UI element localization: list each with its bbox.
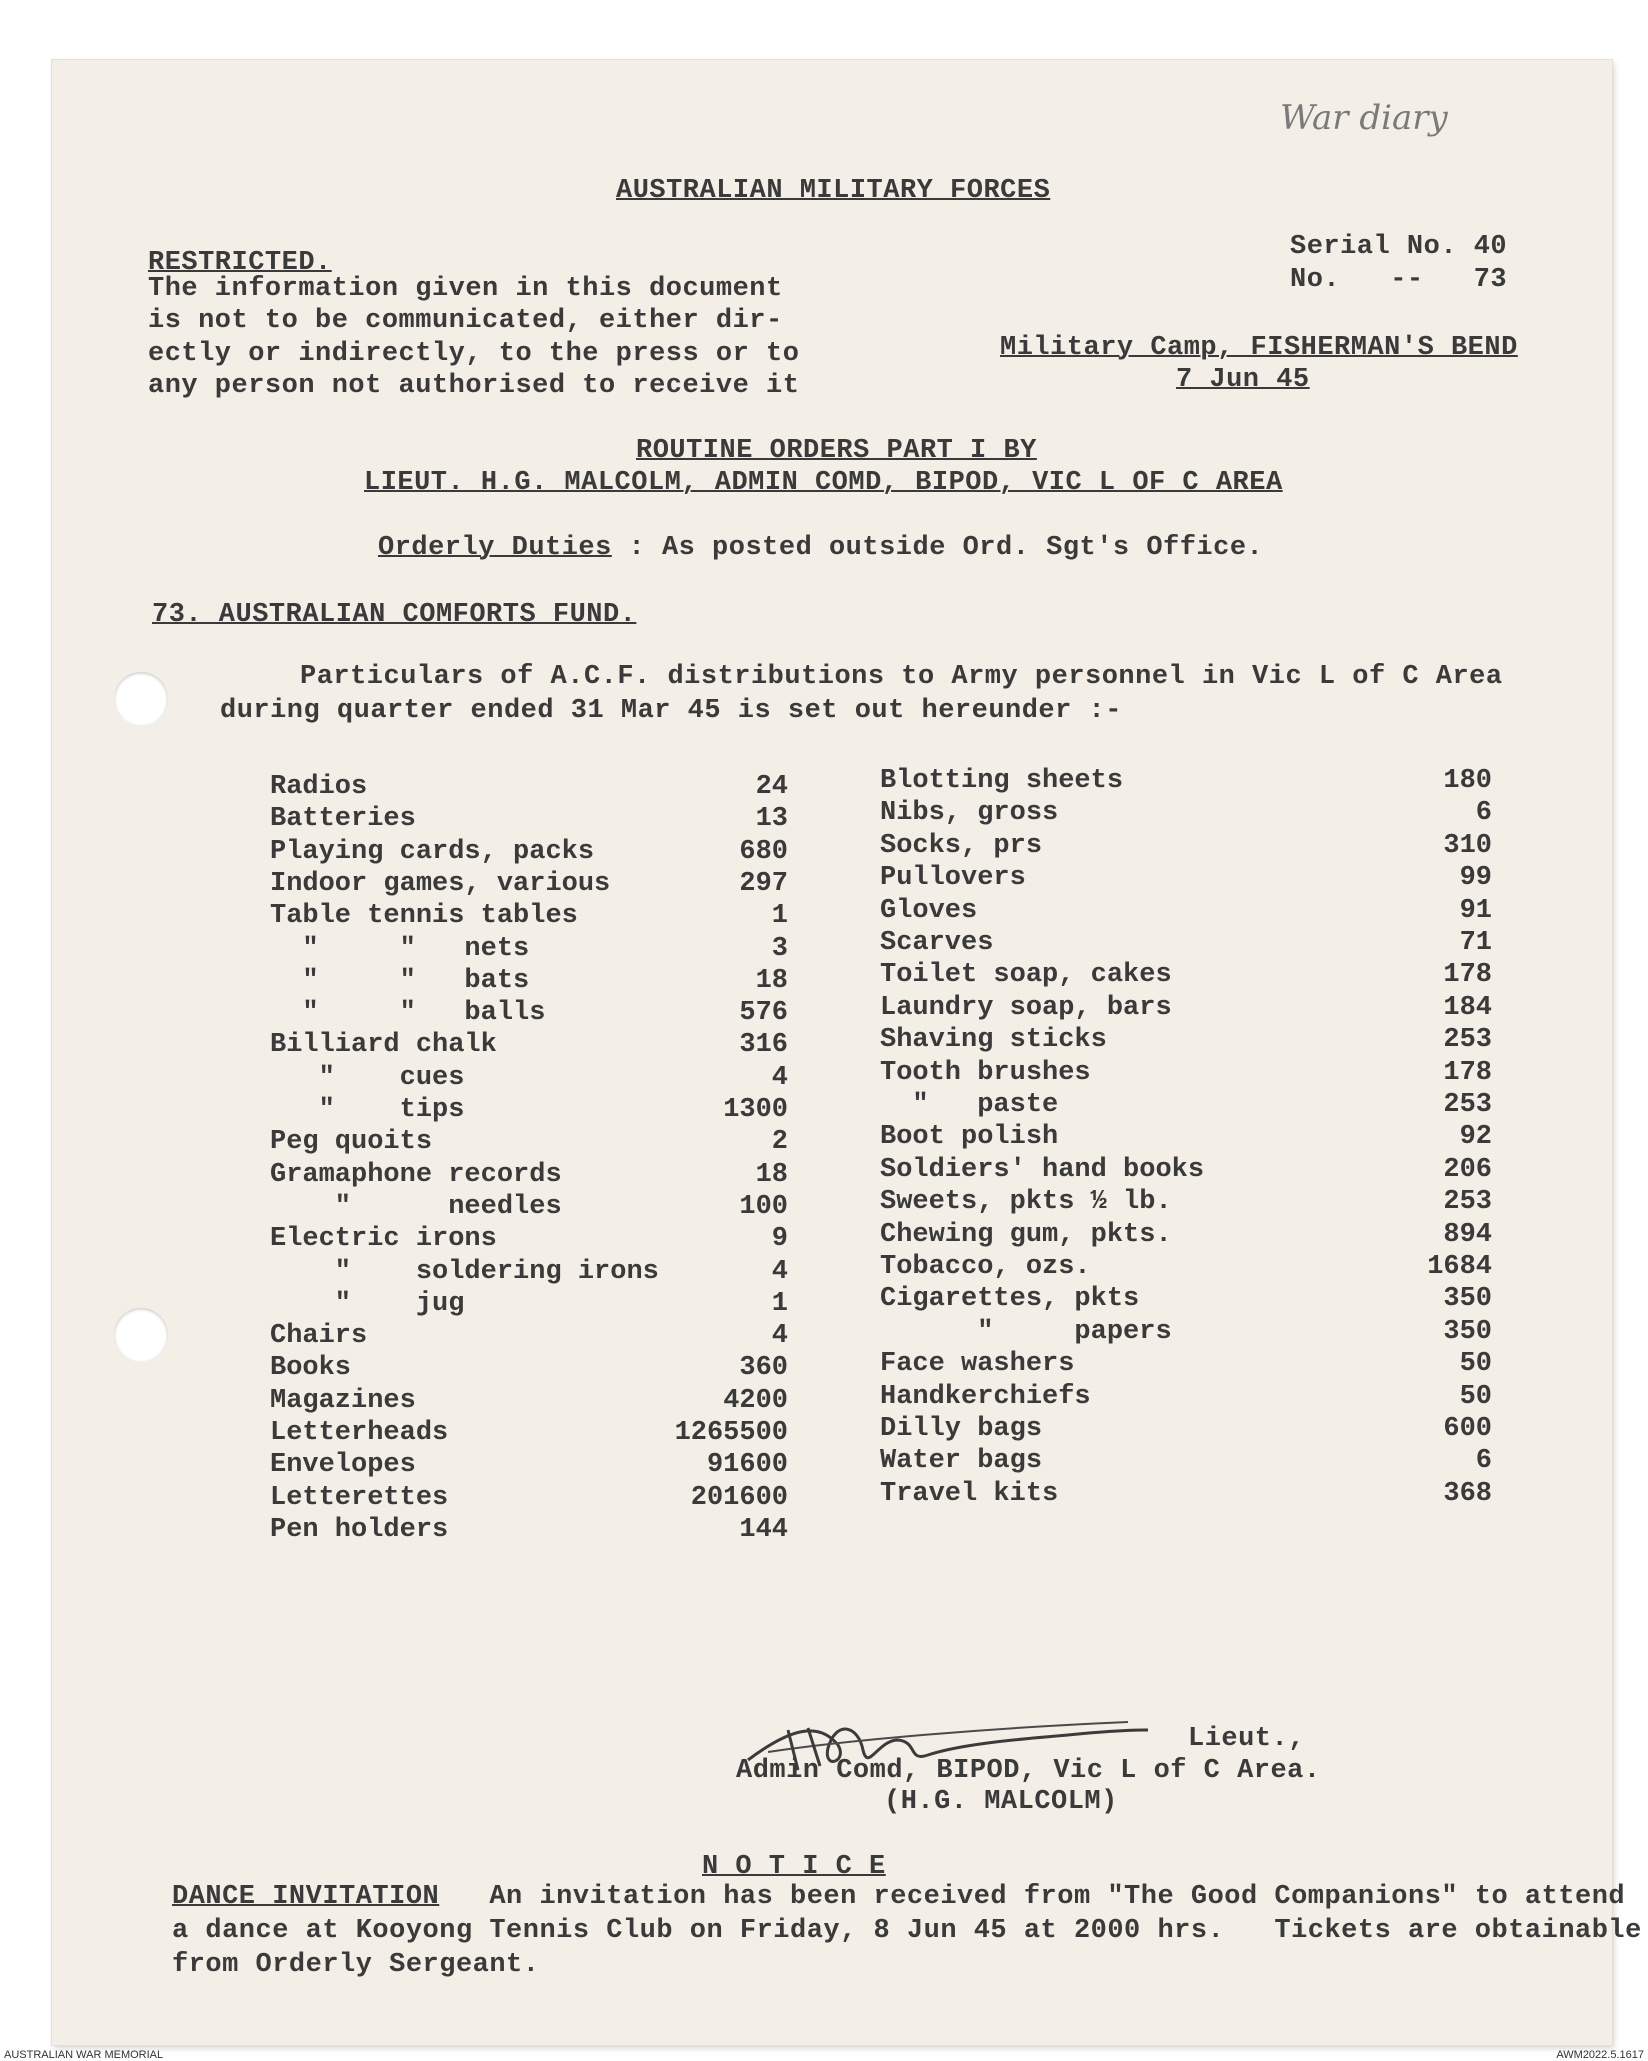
item-quantity: 91 [1459, 895, 1492, 926]
item-label: Socks, prs [880, 830, 1043, 861]
item-quantity: 4 [771, 1321, 788, 1352]
item-quantity: 1265500 [674, 1418, 788, 1448]
item-quantity: 91600 [706, 1450, 788, 1481]
item-quantity: 18 [755, 965, 788, 996]
section-heading: 73. AUSTRALIAN COMFORTS FUND. [152, 600, 637, 630]
notice-line: a dance at Kooyong Tennis Club on Friday, 8 Jun 45 at 2000 hrs. Tickets are obtainable [172, 1916, 1642, 1946]
item-quantity: 13 [755, 804, 788, 835]
location: Military Camp, FISHERMAN'S BEND [1000, 333, 1518, 363]
item-label: " soldering irons [270, 1256, 659, 1287]
item-quantity: 178 [1443, 960, 1492, 991]
signature-appointment: Admin Comd, BIPOD, Vic L of C Area. [736, 1756, 1321, 1786]
item-quantity: 180 [1443, 766, 1492, 796]
item-label: Laundry soap, bars [880, 992, 1172, 1023]
item-quantity: 178 [1443, 1057, 1492, 1088]
document-title: AUSTRALIAN MILITARY FORCES [616, 176, 1051, 206]
restricted-line: The information given in this document [148, 274, 783, 304]
item-quantity: 680 [739, 836, 788, 867]
notice-line: from Orderly Sergeant. [172, 1950, 540, 1980]
item-label: Electric irons [270, 1224, 497, 1255]
item-label: " tips [270, 1095, 465, 1125]
item-label: " " balls [270, 998, 546, 1029]
restricted-line: is not to be communicated, either dir- [148, 306, 783, 336]
item-quantity: 144 [739, 1514, 788, 1545]
item-label: Gloves [880, 895, 978, 926]
order-number: No. -- 73 [1290, 265, 1508, 295]
notice-label: DANCE INVITATION [172, 1882, 440, 1912]
item-quantity: 6 [1475, 798, 1492, 829]
item-label: Radios [270, 772, 368, 802]
item-label: Blotting sheets [880, 766, 1124, 796]
item-label: Tooth brushes [880, 1057, 1091, 1088]
item-label: " jug [270, 1288, 465, 1319]
item-quantity: 18 [755, 1159, 788, 1190]
item-label: Letterettes [270, 1482, 449, 1513]
item-quantity: 253 [1443, 1025, 1492, 1056]
item-label: Indoor games, various [270, 868, 611, 899]
restricted-line: any person not authorised to receive it [148, 371, 800, 401]
item-quantity: 600 [1443, 1414, 1492, 1444]
item-label: Gramaphone records [270, 1159, 562, 1190]
item-label: Playing cards, packs [270, 836, 595, 867]
item-label: Pullovers [880, 863, 1026, 894]
footer-right: AWM2022.5.1617 [1556, 2049, 1644, 2061]
item-quantity: 206 [1443, 1154, 1492, 1185]
serial-number: Serial No. 40 [1290, 232, 1508, 262]
item-quantity: 368 [1443, 1478, 1492, 1509]
item-label: " cues [270, 1062, 465, 1093]
item-quantity: 9 [771, 1224, 788, 1255]
item-quantity: 316 [739, 1030, 788, 1061]
item-label: " " bats [270, 965, 530, 996]
item-label: Boot polish [880, 1122, 1059, 1153]
item-quantity: 24 [755, 772, 788, 802]
item-label: Face washers [880, 1349, 1075, 1380]
item-label: Cigarettes, pkts [880, 1284, 1140, 1315]
item-label: Nibs, gross [880, 798, 1059, 829]
item-quantity: 253 [1443, 1090, 1492, 1120]
item-label: " paste [880, 1090, 1059, 1120]
item-label: Pen holders [270, 1514, 449, 1545]
item-label: Dilly bags [880, 1414, 1043, 1444]
item-quantity: 4200 [723, 1385, 788, 1416]
orders-title-line2: LIEUT. H.G. MALCOLM, ADMIN COMD, BIPOD, VIC L OF C AREA [364, 468, 1283, 498]
footer-left: AUSTRALIAN WAR MEMORIAL [4, 2049, 164, 2061]
item-label: Soldiers' hand books [880, 1154, 1205, 1185]
item-quantity: 1684 [1427, 1252, 1492, 1282]
item-quantity: 310 [1443, 830, 1492, 861]
item-quantity: 201600 [690, 1482, 788, 1513]
signature-name: (H.G. MALCOLM) [884, 1787, 1118, 1817]
document-page [52, 60, 1642, 2045]
item-quantity: 894 [1443, 1219, 1492, 1250]
item-quantity: 6 [1475, 1446, 1492, 1477]
item-quantity: 92 [1459, 1122, 1492, 1153]
item-quantity: 1300 [723, 1095, 788, 1125]
section-intro-line: during quarter ended 31 Mar 45 is set out hereunder :- [220, 696, 1122, 726]
signature-rank: Lieut., [1188, 1724, 1305, 1754]
item-quantity: 360 [739, 1353, 788, 1384]
item-quantity: 576 [739, 998, 788, 1029]
item-quantity: 297 [739, 868, 788, 899]
item-label: Letterheads [270, 1418, 449, 1448]
item-label: Shaving sticks [880, 1025, 1107, 1056]
item-quantity: 350 [1443, 1316, 1492, 1347]
notice-line [172, 1882, 1625, 1912]
item-quantity: 2 [771, 1127, 788, 1158]
item-quantity: 350 [1443, 1284, 1492, 1315]
item-label: Tobacco, ozs. [880, 1252, 1091, 1282]
item-label: Travel kits [880, 1478, 1059, 1509]
orders-title-line1: ROUTINE ORDERS PART I BY [636, 436, 1037, 466]
date: 7 Jun 45 [1176, 365, 1310, 395]
item-quantity: 253 [1443, 1187, 1492, 1218]
item-quantity: 71 [1459, 928, 1492, 958]
item-quantity: 3 [771, 933, 788, 964]
item-label: Batteries [270, 804, 416, 835]
item-label: Handkerchiefs [880, 1381, 1091, 1412]
punch-hole [114, 1308, 168, 1362]
item-quantity: 50 [1459, 1381, 1492, 1412]
item-label: Scarves [880, 928, 994, 958]
item-label: Chairs [270, 1321, 368, 1352]
handwritten-note: War diary [1280, 98, 1448, 138]
item-quantity: 4 [771, 1062, 788, 1093]
item-quantity: 184 [1443, 992, 1492, 1023]
item-label: Chewing gum, pkts. [880, 1219, 1172, 1250]
orderly-duties [378, 533, 1263, 563]
item-quantity: 1 [771, 1288, 788, 1319]
item-label: " papers [880, 1316, 1172, 1347]
notice-text: An invitation has been received from "The Good Companions" to attend [439, 1882, 1626, 1912]
item-quantity: 99 [1459, 863, 1492, 894]
restricted-line: ectly or indirectly, to the press or to [148, 339, 800, 369]
item-quantity: 1 [771, 901, 788, 932]
item-label: Toilet soap, cakes [880, 960, 1172, 991]
section-intro-line: Particulars of A.C.F. distributions to Army personnel in Vic L of C Area [300, 662, 1503, 692]
item-label: Water bags [880, 1446, 1043, 1477]
orderly-duties-label: Orderly Duties [378, 533, 612, 563]
item-label: Sweets, pkts ½ lb. [880, 1187, 1172, 1218]
item-quantity: 100 [739, 1191, 788, 1222]
item-label: Peg quoits [270, 1127, 433, 1158]
punch-hole [114, 672, 168, 726]
orderly-duties-text: : As posted outside Ord. Sgt's Office. [611, 533, 1264, 563]
item-label: " needles [270, 1191, 562, 1222]
item-label: Envelopes [270, 1450, 416, 1481]
item-label: Books [270, 1353, 352, 1384]
item-quantity: 50 [1459, 1349, 1492, 1380]
item-quantity: 4 [771, 1256, 788, 1287]
item-label: Billiard chalk [270, 1030, 497, 1061]
item-label: Magazines [270, 1385, 416, 1416]
notice-title: N O T I C E [702, 1852, 886, 1882]
item-label: Table tennis tables [270, 901, 578, 932]
restricted-label: RESTRICTED. [148, 248, 332, 278]
item-label: " " nets [270, 933, 530, 964]
